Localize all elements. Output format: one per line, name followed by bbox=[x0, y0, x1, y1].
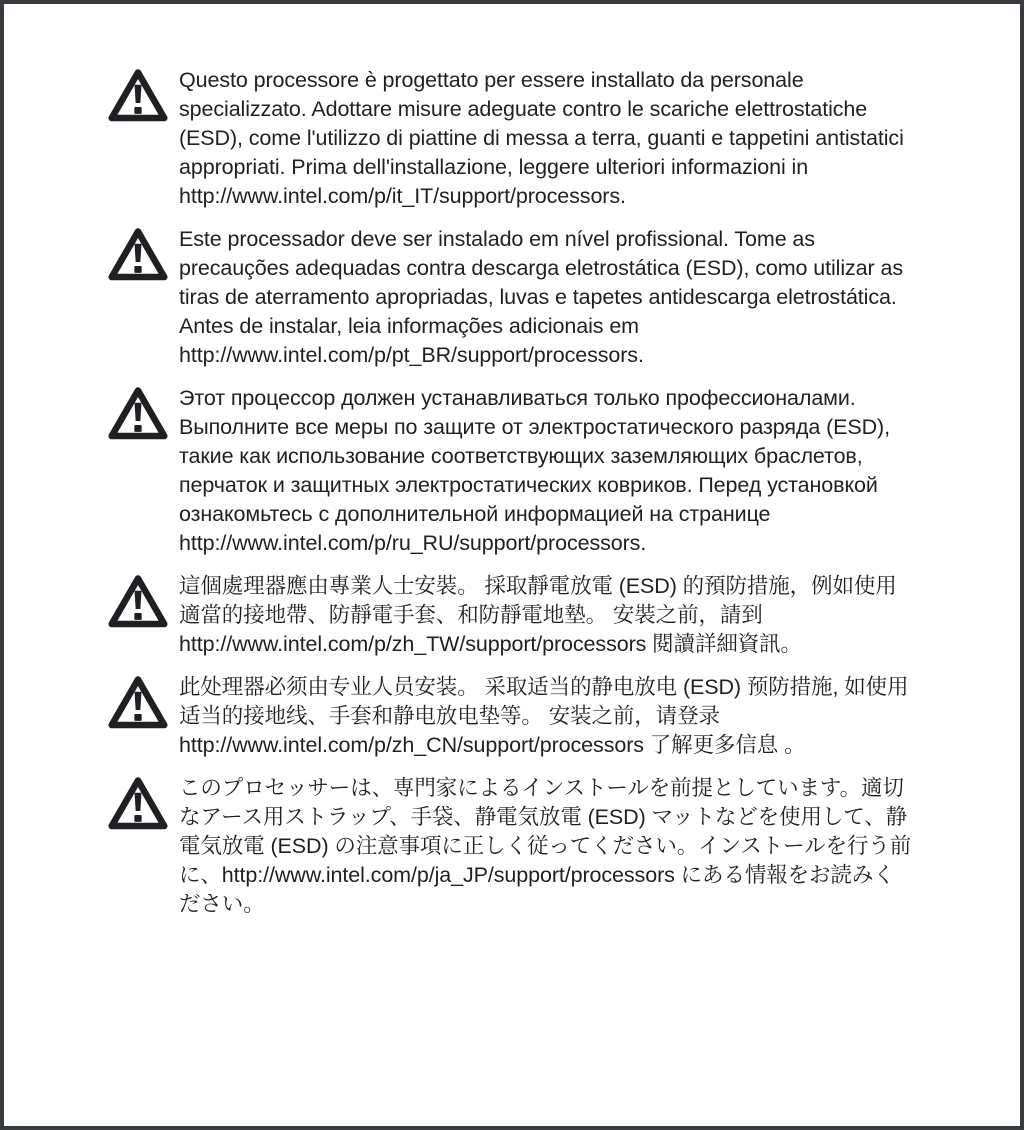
warning-text: このプロセッサーは、専門家によるインストールを前提としています。適切なアース用ストラップ、手袋、静電気放電 (ESD) マットなどを使用して、静電気放電 (ESD) の注意事項に正しく従ってください。インストールを行う前に、http://www.intel.com/p/ja_JP/support/processors にある情報をお読みください。 bbox=[179, 776, 912, 916]
warning-row bbox=[108, 225, 960, 370]
warning-triangle-icon bbox=[108, 574, 168, 629]
warning-row bbox=[108, 384, 960, 558]
warning-triangle-icon bbox=[108, 776, 168, 831]
warning-row bbox=[108, 774, 960, 919]
warning-row bbox=[108, 673, 960, 760]
warning-triangle-icon bbox=[108, 386, 168, 441]
warning-triangle-icon bbox=[108, 227, 168, 282]
warning-text: Questo processore è progettato per essere installato da personale specializzato. Adottare misure adeguate contro le scariche elettrostatiche (ESD), come l'utilizzo di piattine di messa a terra, guanti e tappetini antistatici appropriati. Prima dell'installazione, leggere ulteriori informazioni in http://www.intel.com/p/it_IT/support/processors. bbox=[179, 68, 904, 208]
warning-triangle-icon bbox=[108, 675, 168, 730]
warning-text: Этот процессор должен устанавливаться только профессионалами. Выполните все меры по защите от электростатического разряда (ESD), такие как использование соответствующих заземляющих браслетов, перчаток и защитных электростатических ковриков. Перед установкой ознакомьтесь с дополнительной информацией на странице http://www.intel.com/p/ru_RU/support/processors. bbox=[179, 386, 890, 555]
warning-list bbox=[4, 4, 1020, 919]
warning-text: 此处理器必须由专业人员安装。 采取适当的静电放电 (ESD) 预防措施, 如使用适当的接地线、手套和静电放电垫等。 安装之前，请登录 http://www.intel.com/p/zh_CN/support/processors 了解更多信息 。 bbox=[179, 675, 909, 757]
warning-text: 這個處理器應由專業人士安裝。 採取靜電放電 (ESD) 的預防措施，例如使用適當的接地帶、防靜電手套、和防靜電地墊。 安裝之前，請到 http://www.intel.com/p/zh_TW/support/processors 閱讀詳細資訊。 bbox=[179, 574, 897, 656]
warning-text: Este processador deve ser instalado em nível profissional. Tome as precauções adequadas contra descarga eletrostática (ESD), como utilizar as tiras de aterramento apropriadas, luvas e tapetes antidescarga eletrostática. Antes de instalar, leia informações adicionais em http://www.intel.com/p/pt_BR/support/processors. bbox=[179, 227, 903, 367]
warning-triangle-icon bbox=[108, 68, 168, 123]
warning-row bbox=[108, 572, 960, 659]
warning-row bbox=[108, 66, 960, 211]
